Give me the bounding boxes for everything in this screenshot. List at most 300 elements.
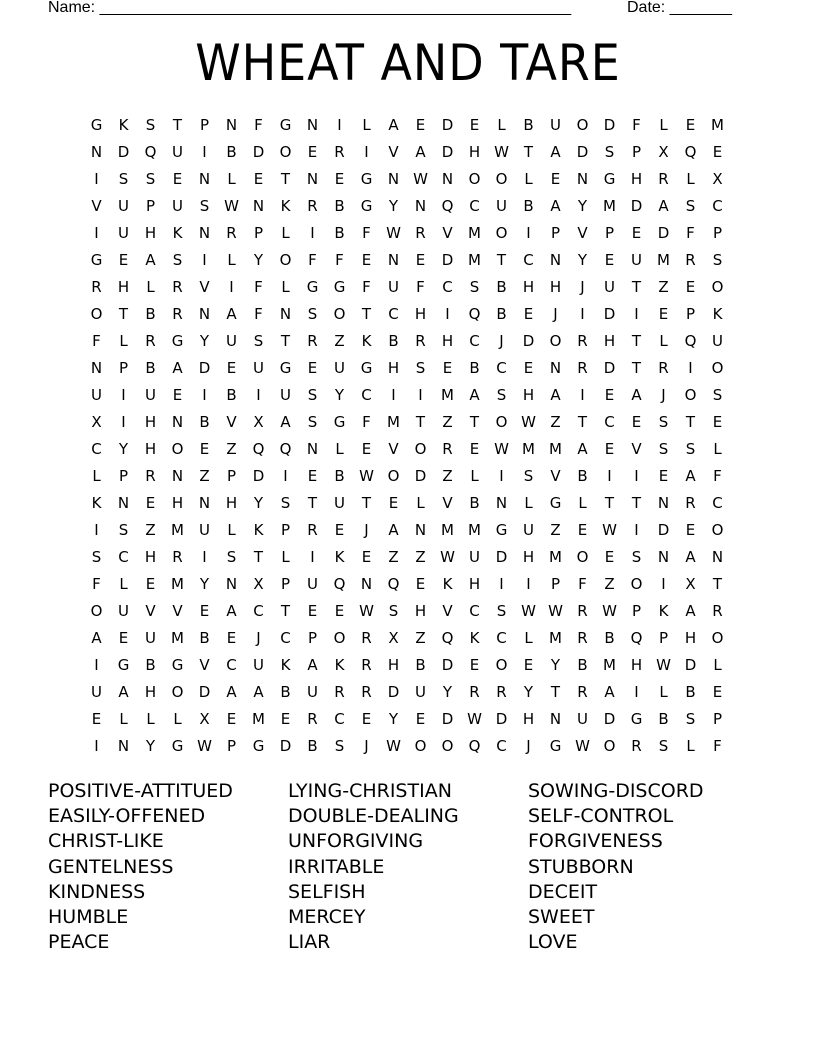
grid-letter: U <box>631 251 642 269</box>
grid-letter: D <box>414 467 427 485</box>
grid-letter: N <box>198 224 211 242</box>
grid-letter: W <box>494 440 509 458</box>
grid-letter: P <box>253 224 264 242</box>
word-list-item: DOUBLE-DEALING <box>288 805 459 828</box>
grid-row <box>83 382 733 409</box>
grid-letter: E <box>712 143 723 161</box>
grid-letter: B <box>523 116 534 134</box>
grid-letter: R <box>442 440 453 458</box>
grid-letter: R <box>415 332 426 350</box>
grid-letter: L <box>659 332 668 350</box>
grid-row <box>83 625 733 652</box>
grid-letter: S <box>712 251 723 269</box>
grid-letter: H <box>468 143 481 161</box>
grid-letter: O <box>171 683 184 701</box>
grid-letter: S <box>658 413 669 431</box>
grid-letter: D <box>684 656 697 674</box>
letter-grid <box>83 112 733 760</box>
grid-letter: F <box>254 116 263 134</box>
grid-letter: X <box>253 413 264 431</box>
grid-letter: U <box>712 332 723 350</box>
grid-letter: N <box>306 440 319 458</box>
word-column <box>528 779 768 955</box>
grid-letter: E <box>361 440 372 458</box>
grid-letter: Z <box>226 440 237 458</box>
grid-letter: H <box>630 170 643 188</box>
grid-letter: C <box>469 197 480 215</box>
grid-letter: M <box>468 251 481 269</box>
grid-letter: C <box>712 197 723 215</box>
grid-row <box>83 166 733 193</box>
grid-row <box>83 220 733 247</box>
word-list-item: EASILY-OFFENED <box>48 805 206 828</box>
grid-letter: I <box>634 305 639 323</box>
grid-letter: N <box>90 143 103 161</box>
grid-letter: T <box>469 413 480 431</box>
grid-letter: Y <box>577 251 588 269</box>
grid-letter: E <box>550 170 561 188</box>
grid-letter: O <box>711 521 724 539</box>
grid-letter: M <box>387 413 400 431</box>
grid-letter: I <box>202 251 207 269</box>
grid-letter: U <box>604 278 615 296</box>
grid-letter: L <box>146 278 155 296</box>
grid-letter: D <box>657 224 670 242</box>
grid-letter: S <box>145 170 156 188</box>
grid-row <box>83 355 733 382</box>
grid-letter: W <box>575 737 590 755</box>
date-field-label: Date: _______ <box>627 0 732 16</box>
grid-letter: N <box>549 251 562 269</box>
grid-letter: N <box>252 197 265 215</box>
grid-letter: Q <box>684 332 697 350</box>
grid-letter: E <box>307 467 318 485</box>
grid-letter: W <box>602 521 617 539</box>
grid-letter: R <box>631 737 642 755</box>
grid-letter: H <box>225 494 238 512</box>
grid-letter: O <box>711 278 724 296</box>
grid-letter: Y <box>199 332 210 350</box>
grid-letter: U <box>415 683 426 701</box>
grid-letter: M <box>468 224 481 242</box>
grid-letter: I <box>94 656 99 674</box>
grid-letter: I <box>364 143 369 161</box>
grid-letter: G <box>630 710 643 728</box>
grid-letter: F <box>92 575 101 593</box>
grid-letter: P <box>280 575 291 593</box>
grid-letter: N <box>198 170 211 188</box>
grid-letter: E <box>442 359 453 377</box>
grid-letter: L <box>686 737 695 755</box>
grid-letter: V <box>631 440 642 458</box>
grid-letter: J <box>364 521 369 539</box>
grid-letter: O <box>549 332 562 350</box>
grid-letter: Y <box>577 197 588 215</box>
grid-letter: W <box>521 602 536 620</box>
grid-letter: D <box>441 251 454 269</box>
grid-letter: I <box>445 305 450 323</box>
grid-letter: C <box>469 602 480 620</box>
grid-letter: E <box>415 575 426 593</box>
grid-row <box>83 598 733 625</box>
grid-letter: I <box>634 467 639 485</box>
grid-letter: R <box>145 332 156 350</box>
grid-letter: F <box>362 224 371 242</box>
grid-row <box>83 652 733 679</box>
grid-letter: E <box>226 359 237 377</box>
grid-letter: Z <box>388 548 399 566</box>
grid-letter: Y <box>523 683 534 701</box>
grid-letter: N <box>495 494 508 512</box>
grid-row <box>83 193 733 220</box>
grid-letter: B <box>496 278 507 296</box>
grid-letter: Z <box>442 413 453 431</box>
grid-letter: A <box>91 629 102 647</box>
grid-letter: I <box>418 386 423 404</box>
grid-letter: E <box>415 710 426 728</box>
grid-letter: N <box>225 116 238 134</box>
grid-letter: C <box>388 305 399 323</box>
grid-letter: U <box>172 197 183 215</box>
grid-letter: I <box>121 386 126 404</box>
grid-letter: N <box>306 116 319 134</box>
grid-letter: P <box>604 224 615 242</box>
grid-letter: P <box>226 467 237 485</box>
grid-letter: P <box>712 224 723 242</box>
grid-letter: P <box>118 467 129 485</box>
grid-letter: O <box>711 629 724 647</box>
grid-letter: U <box>118 224 129 242</box>
grid-letter: M <box>657 251 670 269</box>
grid-letter: A <box>550 197 561 215</box>
grid-letter: L <box>713 656 722 674</box>
grid-letter: R <box>307 197 318 215</box>
grid-letter: W <box>494 143 509 161</box>
grid-letter: R <box>469 683 480 701</box>
grid-letter: X <box>685 575 696 593</box>
grid-letter: B <box>469 494 480 512</box>
grid-letter: U <box>253 359 264 377</box>
grid-letter: P <box>631 602 642 620</box>
grid-letter: E <box>631 413 642 431</box>
grid-letter: W <box>224 197 239 215</box>
grid-letter: S <box>226 548 237 566</box>
grid-letter: S <box>118 170 129 188</box>
grid-letter: R <box>307 710 318 728</box>
grid-letter: P <box>307 629 318 647</box>
grid-letter: X <box>712 170 723 188</box>
grid-letter: R <box>685 494 696 512</box>
grid-letter: J <box>580 278 585 296</box>
grid-letter: O <box>333 305 346 323</box>
grid-letter: H <box>414 305 427 323</box>
grid-letter: S <box>91 548 102 566</box>
grid-letter: R <box>172 548 183 566</box>
grid-letter: D <box>603 359 616 377</box>
page-title: WHEAT AND TARE <box>195 34 621 92</box>
grid-letter: M <box>171 629 184 647</box>
grid-letter: A <box>226 602 237 620</box>
grid-letter: S <box>118 521 129 539</box>
grid-letter: F <box>416 278 425 296</box>
grid-letter: E <box>685 278 696 296</box>
grid-letter: U <box>145 386 156 404</box>
grid-letter: F <box>632 116 641 134</box>
grid-letter: N <box>387 170 400 188</box>
grid-letter: I <box>202 548 207 566</box>
word-list-item: FORGIVENESS <box>528 830 663 853</box>
grid-letter: G <box>279 359 292 377</box>
grid-letter: Y <box>253 251 264 269</box>
grid-letter: H <box>144 413 157 431</box>
grid-letter: G <box>360 359 373 377</box>
grid-letter: G <box>171 332 184 350</box>
grid-letter: Y <box>388 197 399 215</box>
grid-letter: S <box>280 494 291 512</box>
grid-letter: L <box>227 521 236 539</box>
grid-letter: O <box>711 359 724 377</box>
grid-letter: A <box>118 683 129 701</box>
grid-letter: T <box>415 413 426 431</box>
grid-letter: I <box>94 224 99 242</box>
grid-letter: D <box>603 305 616 323</box>
grid-letter: D <box>495 710 508 728</box>
grid-letter: B <box>226 386 237 404</box>
grid-row <box>83 274 733 301</box>
grid-letter: L <box>659 116 668 134</box>
grid-letter: N <box>549 710 562 728</box>
grid-letter: E <box>523 359 534 377</box>
grid-letter: D <box>252 467 265 485</box>
grid-letter: T <box>361 305 372 323</box>
grid-letter: H <box>522 386 535 404</box>
grid-letter: L <box>524 494 533 512</box>
grid-letter: Y <box>118 440 129 458</box>
grid-letter: M <box>171 521 184 539</box>
grid-letter: F <box>713 467 722 485</box>
grid-letter: H <box>441 332 454 350</box>
grid-letter: H <box>522 278 535 296</box>
grid-letter: H <box>144 440 157 458</box>
grid-letter: A <box>658 197 669 215</box>
grid-letter: A <box>172 359 183 377</box>
grid-letter: T <box>118 305 129 323</box>
grid-letter: T <box>550 683 561 701</box>
grid-letter: E <box>334 170 345 188</box>
grid-letter: N <box>198 494 211 512</box>
grid-letter: R <box>172 305 183 323</box>
grid-letter: L <box>119 332 128 350</box>
grid-letter: V <box>145 602 156 620</box>
grid-letter: X <box>388 629 399 647</box>
grid-letter: L <box>281 548 290 566</box>
grid-letter: D <box>198 683 211 701</box>
grid-letter: K <box>172 224 183 242</box>
grid-letter: I <box>310 224 315 242</box>
grid-letter: O <box>279 251 292 269</box>
grid-letter: F <box>308 251 317 269</box>
grid-letter: A <box>550 143 561 161</box>
grid-letter: E <box>469 440 480 458</box>
grid-row <box>83 328 733 355</box>
grid-letter: I <box>94 521 99 539</box>
grid-letter: U <box>334 494 345 512</box>
grid-letter: W <box>197 737 212 755</box>
grid-letter: L <box>362 116 371 134</box>
grid-letter: F <box>362 278 371 296</box>
grid-letter: U <box>145 629 156 647</box>
grid-letter: T <box>577 413 588 431</box>
grid-letter: R <box>361 629 372 647</box>
grid-letter: W <box>359 467 374 485</box>
grid-letter: U <box>91 386 102 404</box>
grid-letter: B <box>199 413 210 431</box>
grid-letter: R <box>658 359 669 377</box>
grid-letter: E <box>604 440 615 458</box>
grid-letter: S <box>604 143 615 161</box>
grid-letter: W <box>521 413 536 431</box>
grid-letter: T <box>604 494 615 512</box>
grid-letter: X <box>91 413 102 431</box>
grid-letter: H <box>117 278 130 296</box>
grid-letter: R <box>658 170 669 188</box>
grid-row <box>83 409 733 436</box>
grid-letter: K <box>334 548 345 566</box>
grid-letter: N <box>414 521 427 539</box>
grid-letter: C <box>253 602 264 620</box>
grid-letter: O <box>90 305 103 323</box>
grid-letter: E <box>658 305 669 323</box>
grid-letter: E <box>523 305 534 323</box>
grid-row <box>83 139 733 166</box>
grid-letter: K <box>469 629 480 647</box>
grid-letter: P <box>226 737 237 755</box>
grid-letter: G <box>495 521 508 539</box>
word-list-item: UNFORGIVING <box>288 830 424 853</box>
grid-row <box>83 706 733 733</box>
grid-letter: K <box>658 602 669 620</box>
grid-letter: D <box>441 116 454 134</box>
grid-letter: L <box>92 467 101 485</box>
grid-letter: B <box>145 305 156 323</box>
grid-letter: N <box>657 494 670 512</box>
grid-letter: K <box>280 656 291 674</box>
grid-letter: D <box>117 143 130 161</box>
grid-letter: V <box>226 413 237 431</box>
grid-letter: O <box>414 440 427 458</box>
grid-letter: B <box>199 629 210 647</box>
grid-letter: E <box>226 629 237 647</box>
grid-letter: Z <box>199 467 210 485</box>
grid-letter: U <box>388 278 399 296</box>
grid-letter: C <box>469 332 480 350</box>
grid-letter: N <box>360 575 373 593</box>
grid-letter: P <box>550 575 561 593</box>
grid-letter: L <box>281 278 290 296</box>
grid-letter: Q <box>441 629 454 647</box>
grid-letter: Z <box>658 278 669 296</box>
grid-letter: B <box>658 710 669 728</box>
grid-letter: E <box>361 710 372 728</box>
grid-letter: Q <box>387 575 400 593</box>
grid-letter: V <box>577 224 588 242</box>
grid-letter: T <box>523 143 534 161</box>
grid-letter: L <box>416 494 425 512</box>
grid-letter: A <box>280 413 291 431</box>
grid-letter: U <box>523 521 534 539</box>
grid-letter: K <box>118 116 129 134</box>
grid-letter: V <box>442 224 453 242</box>
grid-letter: W <box>413 170 428 188</box>
grid-letter: X <box>253 575 264 593</box>
grid-letter: M <box>549 548 562 566</box>
grid-letter: R <box>334 143 345 161</box>
grid-letter: E <box>469 656 480 674</box>
grid-letter: F <box>578 575 587 593</box>
grid-letter: E <box>523 656 534 674</box>
grid-letter: R <box>685 251 696 269</box>
grid-letter: D <box>603 710 616 728</box>
grid-letter: C <box>361 386 372 404</box>
grid-letter: I <box>256 386 261 404</box>
grid-letter: C <box>496 737 507 755</box>
grid-letter: A <box>226 305 237 323</box>
grid-letter: G <box>171 656 184 674</box>
grid-letter: S <box>685 440 696 458</box>
grid-letter: U <box>226 332 237 350</box>
grid-letter: E <box>685 116 696 134</box>
grid-letter: Y <box>550 656 561 674</box>
grid-letter: H <box>468 575 481 593</box>
grid-letter: D <box>522 332 535 350</box>
grid-letter: P <box>631 143 642 161</box>
grid-letter: E <box>199 602 210 620</box>
grid-letter: G <box>171 737 184 755</box>
grid-letter: D <box>576 143 589 161</box>
grid-letter: I <box>580 305 585 323</box>
word-list-item: MERCEY <box>288 905 366 928</box>
grid-letter: C <box>442 278 453 296</box>
grid-letter: L <box>524 629 533 647</box>
word-list-item: DECEIT <box>528 880 598 903</box>
grid-row <box>83 679 733 706</box>
grid-letter: I <box>634 683 639 701</box>
grid-letter: V <box>199 278 210 296</box>
grid-letter: U <box>307 575 318 593</box>
grid-letter: O <box>387 467 400 485</box>
grid-letter: G <box>252 737 265 755</box>
word-column <box>48 779 288 955</box>
grid-letter: D <box>252 143 265 161</box>
grid-letter: Z <box>145 521 156 539</box>
grid-letter: A <box>631 386 642 404</box>
grid-letter: Z <box>604 575 615 593</box>
grid-letter: A <box>307 656 318 674</box>
grid-letter: R <box>307 521 318 539</box>
grid-letter: L <box>173 710 182 728</box>
grid-letter: G <box>90 116 103 134</box>
word-list-item: KINDNESS <box>48 880 146 903</box>
grid-letter: U <box>496 197 507 215</box>
grid-letter: P <box>685 305 696 323</box>
grid-letter: G <box>603 170 616 188</box>
grid-letter: R <box>91 278 102 296</box>
grid-letter: N <box>117 494 130 512</box>
grid-letter: R <box>577 629 588 647</box>
grid-letter: I <box>607 467 612 485</box>
grid-letter: D <box>657 521 670 539</box>
grid-letter: R <box>226 224 237 242</box>
